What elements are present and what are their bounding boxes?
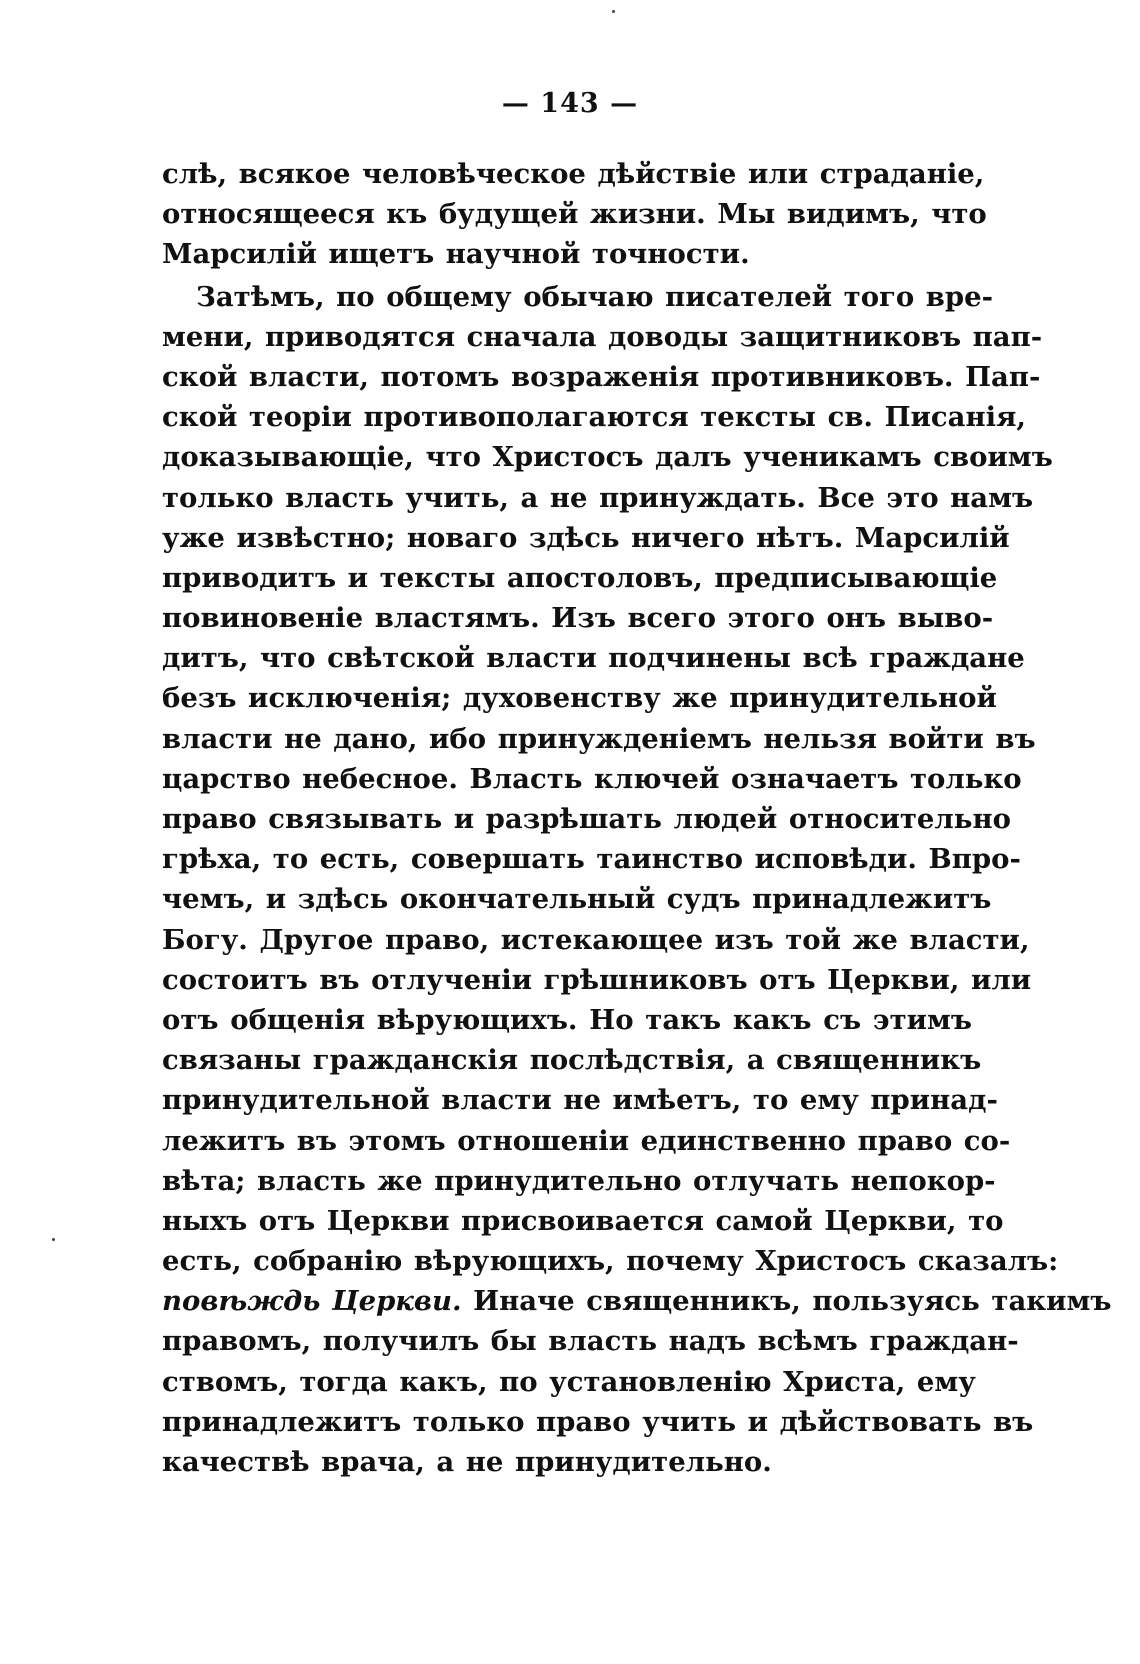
text-line: Богу. Другое право, истекающее изъ той же власти,: [162, 923, 1030, 956]
text-line: власти не дано, ибо принужденіемъ нельзя войти въ: [162, 722, 1036, 755]
text-line: ской власти, потомъ возраженія противниковъ. Пап-: [162, 360, 1041, 393]
text-line: ствомъ, тогда какъ, по установленію Христа, ему: [162, 1365, 976, 1398]
text-line: повиновеніе властямъ. Изъ всего этого онъ выво-: [162, 602, 994, 635]
text-line: Марсилій ищетъ научной точности.: [162, 238, 750, 271]
text-line-with-italic: [162, 1281, 1112, 1321]
text-line: связаны гражданскія послѣдствія, а священникъ: [162, 1044, 982, 1077]
text-line: лежитъ въ этомъ отношеніи единственно право со-: [162, 1124, 1011, 1157]
text-line: слѣ, всякое человѣческое дѣйствіе или страданіе,: [162, 158, 985, 190]
text-line-rest: Иначе священникъ, пользуясь такимъ: [461, 1285, 1112, 1318]
print-speck: [612, 10, 615, 13]
text-line: принудительной власти не имѣетъ, то ему принад-: [162, 1084, 998, 1117]
text-line: правомъ, получилъ бы власть надъ всѣмъ граждан-: [162, 1325, 1019, 1358]
italic-quote: повѣждь Церкви.: [162, 1285, 462, 1318]
page-number: — 143 —: [501, 88, 639, 119]
text-line: только власть учить, а не принуждать. Все это намъ: [162, 481, 1034, 514]
text-line: доказывающіе, что Христосъ далъ ученикамъ своимъ: [162, 441, 1053, 474]
text-line: приводитъ и тексты апостоловъ, предписывающіе: [162, 561, 998, 594]
text-line: мени, приводятся сначала доводы защитниковъ пап-: [162, 320, 1043, 353]
text-line: царство небесное. Власть ключей означаетъ только: [162, 762, 1022, 795]
body-text: [162, 154, 1112, 1482]
text-line: уже извѣстно; новаго здѣсь ничего нѣтъ. Марсилій: [162, 521, 1010, 554]
text-line: грѣха, то есть, совершать таинство исповѣди. Впро-: [162, 843, 1021, 876]
text-line: принадлежитъ только право учить и дѣйствовать въ: [162, 1405, 1034, 1438]
text-line: качествѣ врача, а не принудительно.: [162, 1446, 772, 1478]
text-line: ской теоріи противополагаются тексты св. Писанія,: [162, 401, 1026, 434]
text-line: безъ исключенія; духовенству же принудительной: [162, 682, 997, 715]
text-line: вѣта; власть же принудительно отлучать непокор-: [162, 1164, 996, 1197]
text-line: состоитъ въ отлученіи грѣшниковъ отъ Церкви, или: [162, 963, 1032, 996]
text-line: ныхъ отъ Церкви присвоивается самой Церкви, то: [162, 1204, 1004, 1237]
text-line: Затѣмъ, по общему обычаю писателей того вре-: [196, 280, 994, 313]
text-line: чемъ, и здѣсь окончательный судъ принадлежитъ: [162, 883, 992, 916]
print-speck: [52, 1238, 55, 1241]
text-line: право связывать и разрѣшать людей относительно: [162, 803, 1011, 835]
text-line: есть, собранію вѣрующихъ, почему Христосъ сказалъ:: [162, 1245, 1059, 1278]
text-line: относящееся къ будущей жизни. Мы видимъ, что: [162, 198, 987, 231]
text-line: отъ общенія вѣрующихъ. Но такъ какъ съ этимъ: [162, 1003, 972, 1036]
text-line: дитъ, что свѣтской власти подчинены всѣ граждане: [162, 642, 1025, 675]
